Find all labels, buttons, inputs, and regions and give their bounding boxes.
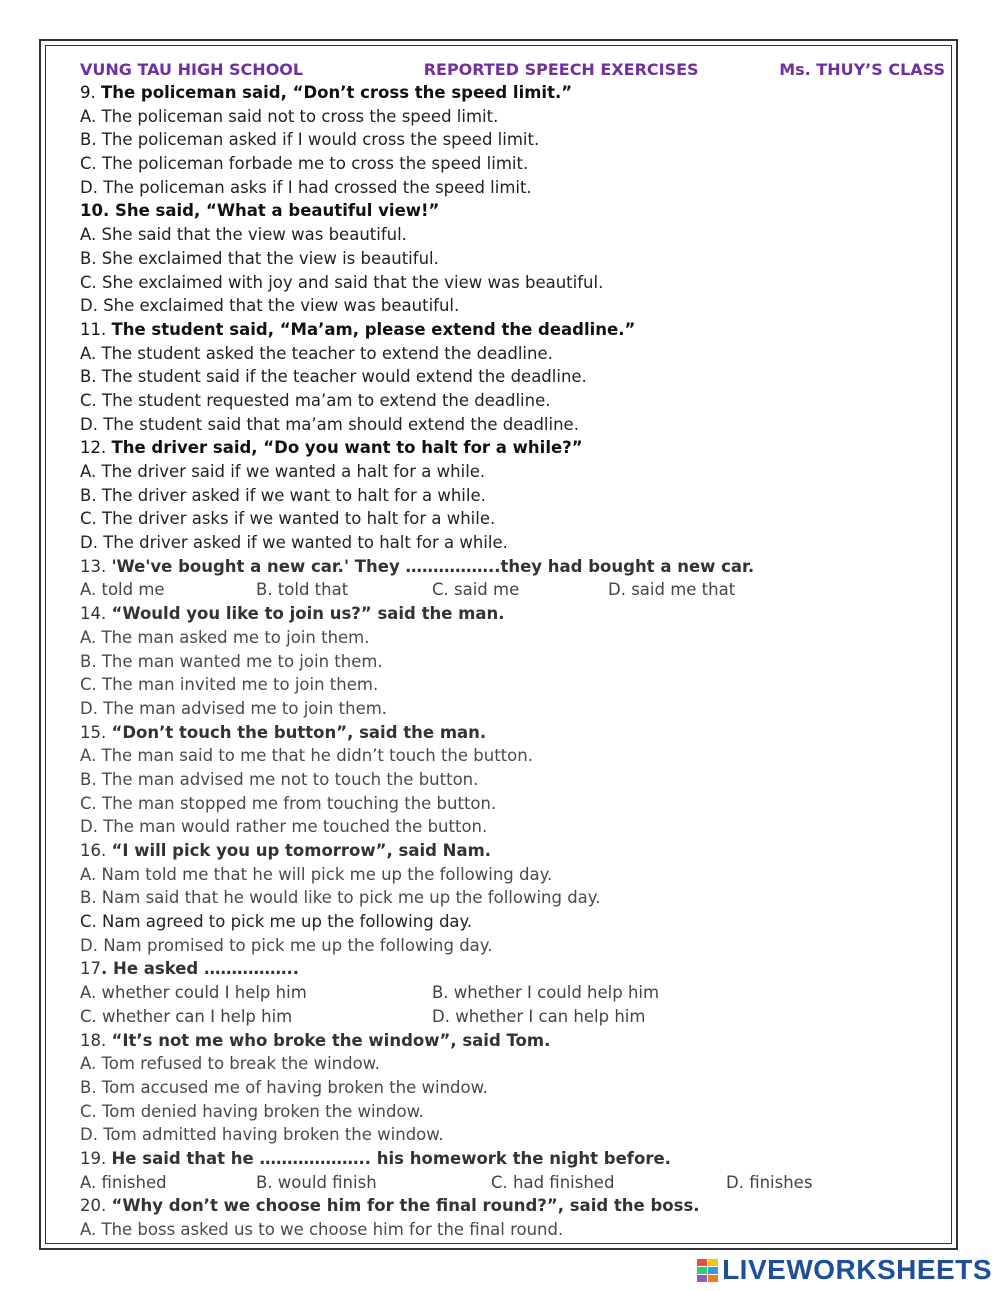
option: B. Nam said that he would like to pick me up the following day. [80,888,601,908]
option: D. The man would rather me touched the button. [80,817,488,837]
option: A. The man said to me that he didn’t touch the button. [80,746,533,766]
question-12: 12. The driver said, “Do you want to halt for a while?” [80,438,583,458]
option: C. said me [432,580,520,600]
option: C. Nam agreed to pick me up the following day. [80,912,473,932]
option: C. The driver asks if we wanted to halt for a while. [80,509,496,529]
option: D. The student said that ma’am should extend the deadline. [80,414,579,434]
liveworksheets-logo-icon [697,1259,718,1282]
option: B. told that [256,580,349,600]
worksheet [80,58,945,1242]
option: C. The man invited me to join them. [80,675,379,695]
option: C. Tom denied having broken the window. [80,1101,424,1121]
option: C. had finished [491,1172,615,1192]
option: B. would finish [256,1172,377,1192]
class-name: Ms. THUY’S CLASS [779,59,945,79]
option: B. The student said if the teacher would extend the deadline. [80,367,587,387]
question-14: 14. “Would you like to join us?” said the man. [80,604,505,624]
brand-name: LIVEWORKSHEETS [722,1254,992,1285]
page-header [80,58,945,81]
options-row [80,1171,945,1195]
option: D. She exclaimed that the view was beautiful. [80,296,460,316]
option: A. told me [80,580,165,600]
option: D. The policeman asks if I had crossed the speed limit. [80,177,532,197]
options-row [80,578,945,602]
question-9: 9. The policeman said, “Don’t cross the speed limit.” [80,83,573,102]
question-10: 10. She said, “What a beautiful view!” [80,201,440,221]
option: D. Tom admitted having broken the window. [80,1125,444,1145]
option: B. The man wanted me to join them. [80,651,383,671]
option: C. The man stopped me from touching the button. [80,793,497,813]
liveworksheets-logo [697,1253,992,1287]
question-13: 13. 'We've bought a new car.' They ……………..they had bought a new car. [80,556,755,576]
option: A. The boss asked us to we choose him for the final round. [80,1220,564,1239]
option: C. The policeman forbade me to cross the speed limit. [80,154,529,174]
option: D. finishes [726,1172,813,1192]
option: A. whether could I help him [80,983,307,1003]
question-19: 19. He said that he ……………….. his homework the night before. [80,1148,671,1168]
question-16: 16. “I will pick you up tomorrow”, said Nam. [80,841,492,860]
option: A. finished [80,1172,167,1192]
question-17: 17. He asked …………….. [80,959,300,979]
option: B. The driver asked if we want to halt for a while. [80,485,486,505]
school-name: VUNG TAU HIGH SCHOOL [80,59,304,79]
option: B. She exclaimed that the view is beautiful. [80,248,439,268]
option: D. whether I can help him [432,1006,646,1026]
option: C. The student requested ma’am to extend the deadline. [80,390,551,410]
option: B. The policeman asked if I would cross the speed limit. [80,130,540,150]
options-row [80,1005,945,1029]
option: D. said me that [608,580,736,600]
option: D. The man advised me to join them. [80,698,388,718]
options-row [80,981,945,1005]
question-20: 20. “Why don’t we choose him for the final round?”, said the boss. [80,1196,700,1216]
option: A. Tom refused to break the window. [80,1054,380,1074]
option: D. Nam promised to pick me up the following day. [80,935,493,955]
option: D. The driver asked if we wanted to halt for a while. [80,533,508,553]
question-11: 11. The student said, “Ma’am, please extend the deadline.” [80,319,636,339]
option: A. The policeman said not to cross the speed limit. [80,106,499,126]
worksheet-title: REPORTED SPEECH EXERCISES [423,59,699,79]
option: A. The driver said if we wanted a halt for a while. [80,462,486,481]
option: A. The man asked me to join them. [80,627,370,647]
option: A. She said that the view was beautiful. [80,225,407,245]
option: B. whether I could help him [432,983,660,1003]
question-18: 18. “It’s not me who broke the window”, said Tom. [80,1030,551,1050]
option: B. The man advised me not to touch the button. [80,769,479,789]
option: B. Tom accused me of having broken the window. [80,1077,488,1097]
option: C. She exclaimed with joy and said that the view was beautiful. [80,272,604,292]
option: C. whether can I help him [80,1006,293,1026]
option: A. The student asked the teacher to extend the deadline. [80,343,553,363]
question-15: 15. “Don’t touch the button”, said the man. [80,722,487,742]
option: A. Nam told me that he will pick me up the following day. [80,864,553,884]
